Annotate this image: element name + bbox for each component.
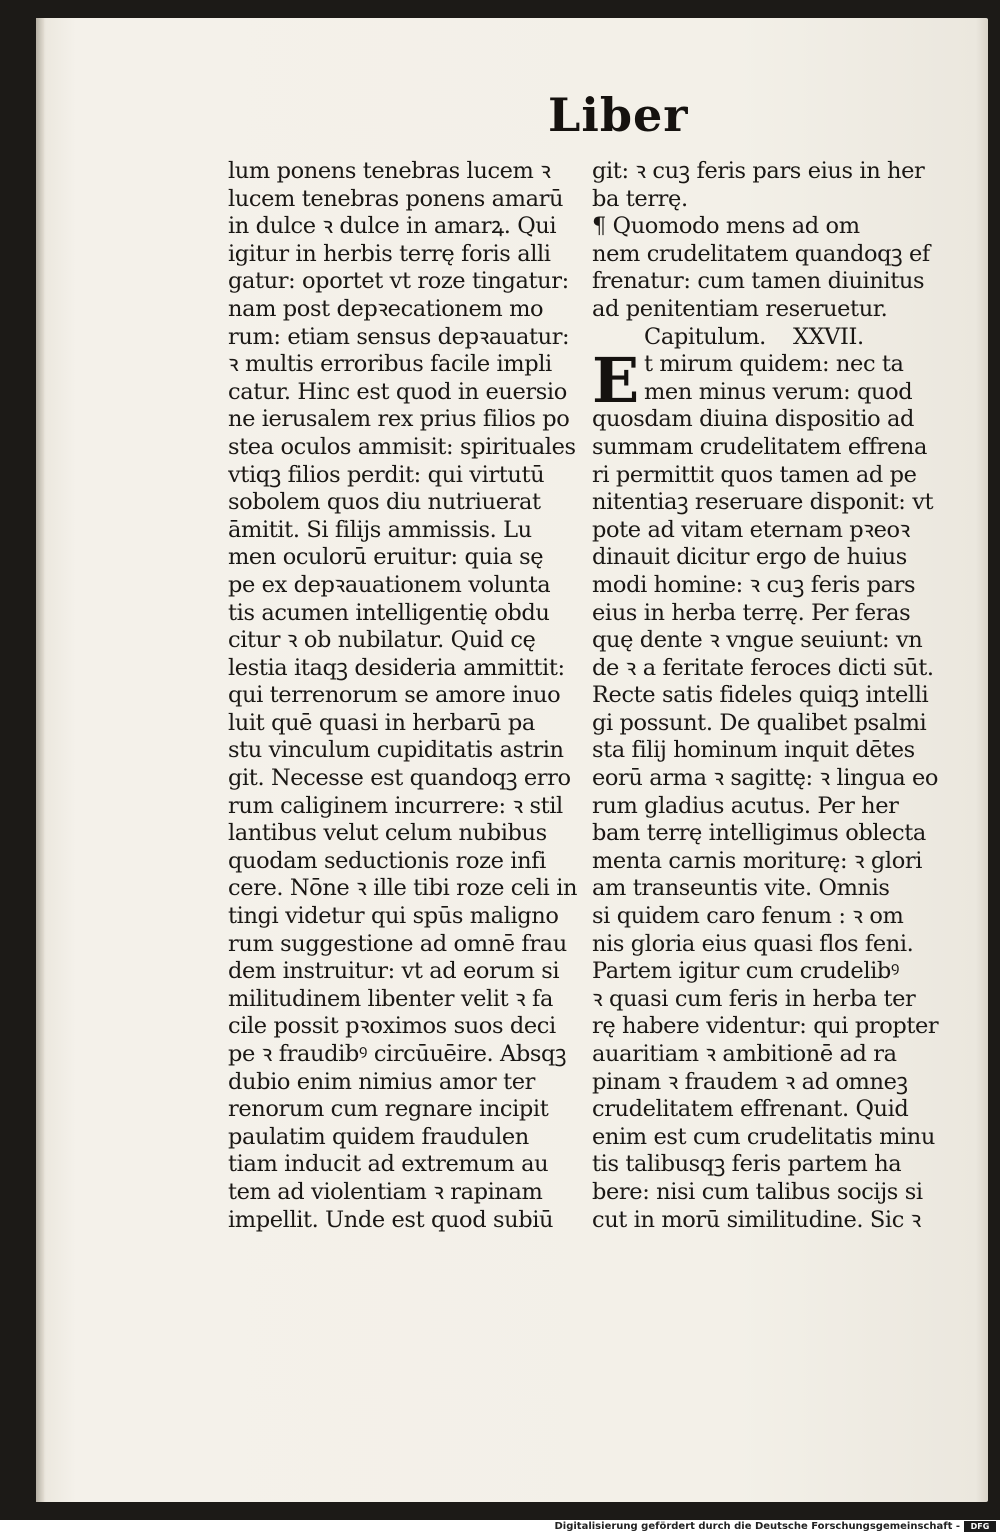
right-text-column — [592, 158, 944, 1234]
text-line: catur. Hinc est quod in euersio — [228, 378, 567, 405]
text-line: militudinem libenter velit ꝛ fa — [228, 985, 553, 1012]
text-line: gatur: oportet vt roze tingatur: — [228, 268, 569, 295]
text-line: tis talibusqꝫ feris partem ha — [592, 1151, 902, 1178]
text-line: eorū arma ꝛ sagittę: ꝛ lingua eo — [592, 765, 939, 792]
text-line: modi homine: ꝛ cuꝫ feris pars — [592, 571, 916, 598]
text-line: men minus verum: quod — [644, 378, 913, 405]
text-line: menta carnis moriturę: ꝛ glori — [592, 847, 922, 874]
text-line: ba terrę. — [592, 185, 688, 212]
text-line: luit quē quasi in herbarū pa — [228, 709, 535, 736]
text-line: nam post depꝛecationem mo — [228, 295, 544, 322]
text-line: igitur in herbis terrę foris alli — [228, 240, 551, 267]
text-line: quosdam diuina dispositio ad — [592, 406, 915, 433]
running-header: Liber — [548, 88, 689, 142]
footer-credit: Digitalisierung gefördert durch die Deutsche Forschungsgemeinschaft - — [554, 1521, 960, 1532]
text-line: cile possit pꝛoximos suos deci — [228, 1013, 556, 1040]
text-line: lestia itaqꝫ desideria ammittit: — [228, 654, 565, 681]
text-line: bere: nisi cum talibus socijs si — [592, 1178, 923, 1205]
text-line: ¶ Quomodo mens ad om — [592, 213, 860, 240]
text-line: ne ierusalem rex prius filios po — [228, 406, 570, 433]
text-line: frenatur: cum tamen diuinitus — [592, 268, 925, 295]
text-line: git. Necesse est quandoqꝫ erro — [228, 765, 571, 792]
text-line: stea oculos ammisit: spirituales — [228, 433, 576, 460]
text-line: summam crudelitatem effrena — [592, 433, 928, 460]
text-line: tem ad violentiam ꝛ rapinam — [228, 1178, 543, 1205]
chapter-heading: Capitulum. XXVII. — [644, 323, 864, 350]
text-line: lantibus velut celum nubibus — [228, 820, 547, 847]
text-line: āmitit. Si filijs ammissis. Lu — [228, 516, 532, 543]
text-line: lum ponens tenebras lucem ꝛ — [228, 158, 551, 184]
text-line: ri permittit quos tamen ad pe — [592, 461, 917, 488]
text-line: pote ad vitam eternam pꝛeoꝛ — [592, 516, 910, 543]
text-line: cere. Nōne ꝛ ille tibi roze celi in — [228, 875, 578, 902]
text-line: ad penitentiam reseruetur. — [592, 295, 888, 322]
footer-bar — [0, 1520, 1000, 1534]
text-line: am transeuntis vite. Omnis — [592, 875, 890, 902]
text-line: renorum cum regnare incipit — [228, 1096, 549, 1123]
text-line: citur ꝛ ob nubilatur. Quid cę — [228, 627, 536, 654]
text-line: pinam ꝛ fraudem ꝛ ad omneꝫ — [592, 1068, 908, 1095]
text-line: crudelitatem effrenant. Quid — [592, 1096, 909, 1123]
text-line: vtiqꝫ filios perdit: qui virtutū — [228, 461, 545, 488]
text-line: auaritiam ꝛ ambitionē ad ra — [592, 1041, 897, 1067]
text-line: paulatim quidem fraudulen — [228, 1123, 529, 1150]
text-line: rum suggestione ad omnē frau — [228, 930, 567, 957]
left-text-column — [228, 158, 578, 1234]
text-line: cut in morū similitudine. Sic ꝛ — [592, 1206, 921, 1233]
text-line: tiam inducit ad extremum au — [228, 1151, 549, 1178]
text-line: eius in herba terrę. Per feras — [592, 599, 911, 626]
dropcap-paragraph — [592, 344, 944, 418]
text-line: rum gladius acutus. Per her — [592, 792, 899, 819]
text-line: qui terrenorum se amore inuo — [228, 682, 561, 709]
text-line: quę dente ꝛ vngue seuiunt: vn — [592, 627, 923, 654]
text-line: git: ꝛ cuꝫ feris pars eius in her — [592, 158, 925, 184]
text-line: nis gloria eius quasi flos feni. — [592, 930, 914, 957]
text-line: Recte satis fideles quiqꝫ intelli — [592, 682, 929, 709]
text-line: de ꝛ a feritate feroces dicti sūt. — [592, 654, 934, 681]
text-line: pe ex depꝛauationem volunta — [228, 571, 551, 598]
text-line: t mirum quidem: nec ta — [644, 351, 904, 378]
text-line: si quidem caro fenum : ꝛ om — [592, 903, 904, 930]
text-line: gi possunt. De qualibet psalmi — [592, 709, 927, 736]
text-line: dubio enim nimius amor ter — [228, 1068, 536, 1095]
text-line: enim est cum crudelitatis minu — [592, 1123, 935, 1150]
text-line: rum caliginem incurrere: ꝛ stil — [228, 792, 563, 819]
text-line: rę habere videntur: qui propter — [592, 1013, 939, 1040]
text-line: rum: etiam sensus depꝛauatur: — [228, 323, 570, 350]
text-line: quodam seductionis roze infi — [228, 847, 546, 874]
text-line: tingi videtur qui spūs maligno — [228, 903, 559, 930]
text-line: tis acumen intelligentię obdu — [228, 599, 550, 626]
text-line: pe ꝛ fraudibꝰ circūuēire. Absqꝫ — [228, 1041, 567, 1067]
text-line: nem crudelitatem quandoqꝫ ef — [592, 240, 930, 267]
text-line: dem instruitur: vt ad eorum si — [228, 958, 560, 985]
dropcap-initial: E — [592, 344, 640, 418]
text-line: in dulce ꝛ dulce in amarꝝ. Qui — [228, 213, 557, 240]
text-line: ꝛ multis erroribus facile impli — [228, 351, 552, 378]
text-line: impellit. Unde est quod subiū — [228, 1206, 554, 1233]
text-line: Partem igitur cum crudelibꝰ — [592, 958, 900, 985]
page-gutter-edge — [36, 18, 44, 1502]
text-line: ꝛ quasi cum feris in herba ter — [592, 985, 916, 1012]
text-line: stu vinculum cupiditatis astrin — [228, 737, 564, 764]
text-line: men oculorū eruitur: quia sę — [228, 544, 544, 571]
text-line: sta filij hominum inquit dētes — [592, 737, 915, 764]
text-line: nitentiaꝫ reseruare disponit: vt — [592, 489, 934, 516]
text-line: dinauit dicitur ergo de huius — [592, 544, 907, 571]
text-line: sobolem quos diu nutriuerat — [228, 489, 541, 516]
text-line: bam terrę intelligimus oblecta — [592, 820, 926, 847]
dfg-logo: DFG — [964, 1521, 996, 1532]
text-line: lucem tenebras ponens amarū — [228, 185, 564, 212]
